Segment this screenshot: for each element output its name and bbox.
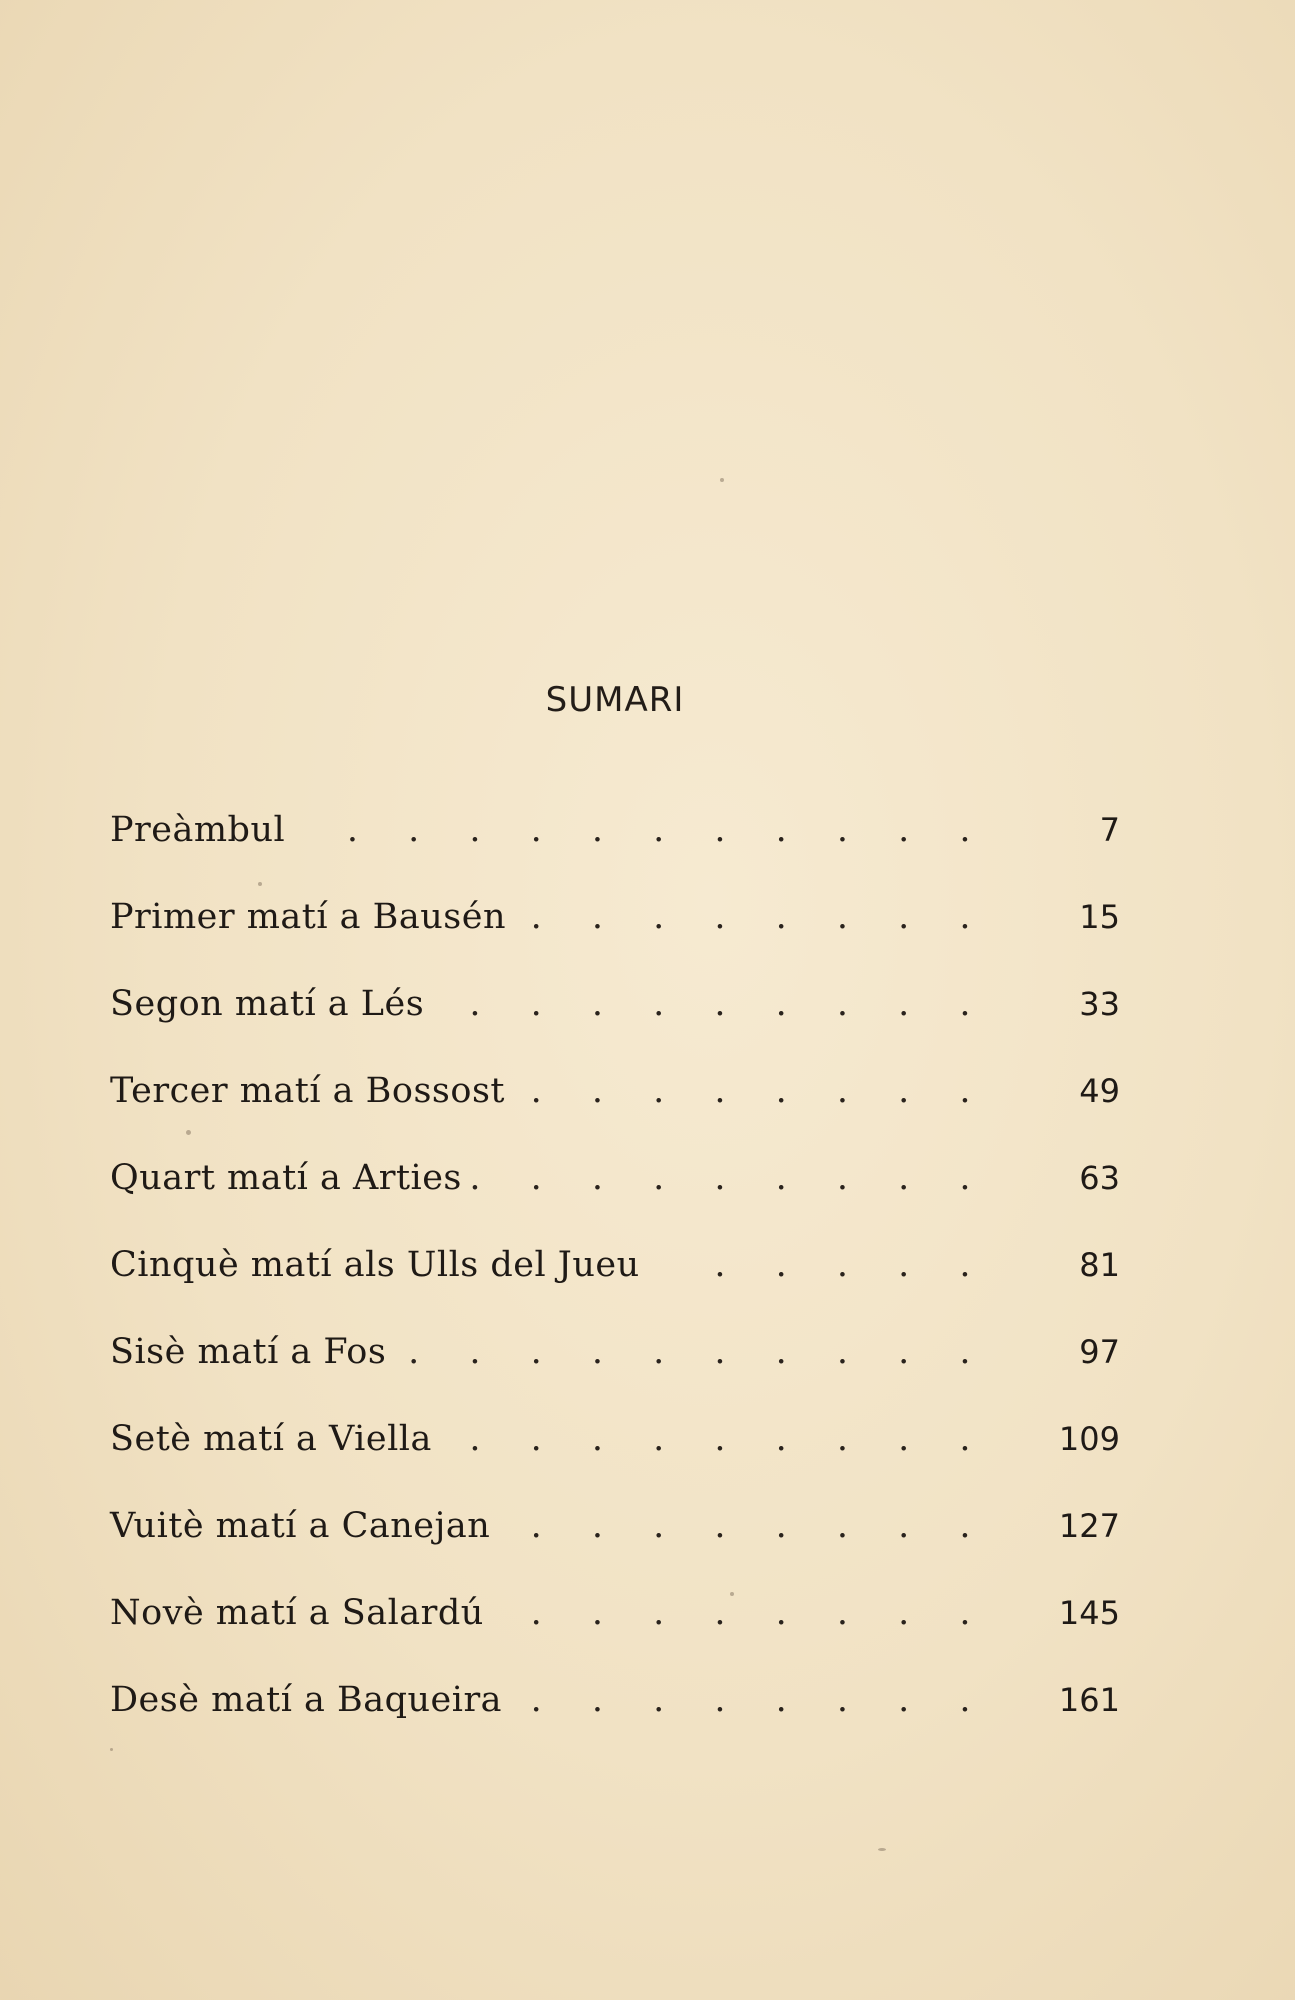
- toc-entry: [110, 805, 1120, 855]
- toc-dot-leader: . . . . .: [714, 1245, 990, 1285]
- toc-entry: [110, 1240, 1120, 1290]
- toc-entry-title: Sisè matí a Fos: [110, 1332, 387, 1372]
- toc-entry-title: Cinquè matí als Ulls del Jueu: [110, 1245, 640, 1285]
- toc-page-number: 127: [1058, 1507, 1120, 1545]
- toc-page-number: 109: [1058, 1420, 1120, 1458]
- toc-entry-title: Novè matí a Salardú: [110, 1593, 484, 1633]
- toc-entry: [110, 979, 1120, 1029]
- toc-dot-leader: . . . . . . . . . .: [408, 1332, 990, 1372]
- paper-speck: [878, 1848, 886, 1851]
- toc-entry-title: Primer matí a Bausén: [110, 897, 507, 937]
- table-of-contents-heading: SUMARI: [545, 680, 685, 720]
- toc-entry-title: Tercer matí a Bossost: [110, 1071, 505, 1111]
- toc-dot-leader: . . . . . . . . . . .: [346, 810, 990, 850]
- toc-entry-title: Desè matí a Baqueira: [110, 1680, 503, 1720]
- toc-dot-leader: . . . . . . . .: [530, 1071, 990, 1111]
- toc-page-number: 49: [1079, 1072, 1120, 1110]
- toc-dot-leader: . . . . . . . .: [530, 1506, 990, 1546]
- toc-page-number: 97: [1079, 1333, 1120, 1371]
- paper-speck: [186, 1130, 191, 1135]
- toc-entry: [110, 1588, 1120, 1638]
- paper-speck: [258, 882, 262, 886]
- toc-dot-leader: . . . . . . . .: [530, 1593, 990, 1633]
- toc-entry: [110, 1414, 1120, 1464]
- toc-entry: [110, 1066, 1120, 1116]
- toc-entry: [110, 892, 1120, 942]
- toc-entry-title: Segon matí a Lés: [110, 984, 425, 1024]
- toc-page-number: 63: [1079, 1159, 1120, 1197]
- toc-dot-leader: . . . . . . . . .: [469, 1158, 990, 1198]
- toc-dot-leader: . . . . . . . .: [530, 1680, 990, 1720]
- toc-entry-title: Setè matí a Viella: [110, 1419, 432, 1459]
- toc-entry: [110, 1153, 1120, 1203]
- toc-entry-title: Preàmbul: [110, 810, 286, 850]
- toc-dot-leader: . . . . . . . . .: [469, 984, 990, 1024]
- toc-page-number: 81: [1079, 1246, 1120, 1284]
- toc-entry: [110, 1327, 1120, 1377]
- toc-entry: [110, 1501, 1120, 1551]
- paper-speck: [720, 478, 724, 482]
- toc-entry-title: Quart matí a Arties: [110, 1158, 462, 1198]
- toc-page-number: 161: [1058, 1681, 1120, 1719]
- toc-page-number: 7: [1099, 811, 1120, 849]
- toc-dot-leader: . . . . . . . . .: [469, 1419, 990, 1459]
- toc-entry-title: Vuitè matí a Canejan: [110, 1506, 491, 1546]
- toc-page-number: 33: [1079, 985, 1120, 1023]
- toc-entry: [110, 1675, 1120, 1725]
- toc-page-number: 145: [1058, 1594, 1120, 1632]
- paper-speck: [110, 1748, 113, 1751]
- toc-page-number: 15: [1079, 898, 1120, 936]
- toc-dot-leader: . . . . . . . .: [530, 897, 990, 937]
